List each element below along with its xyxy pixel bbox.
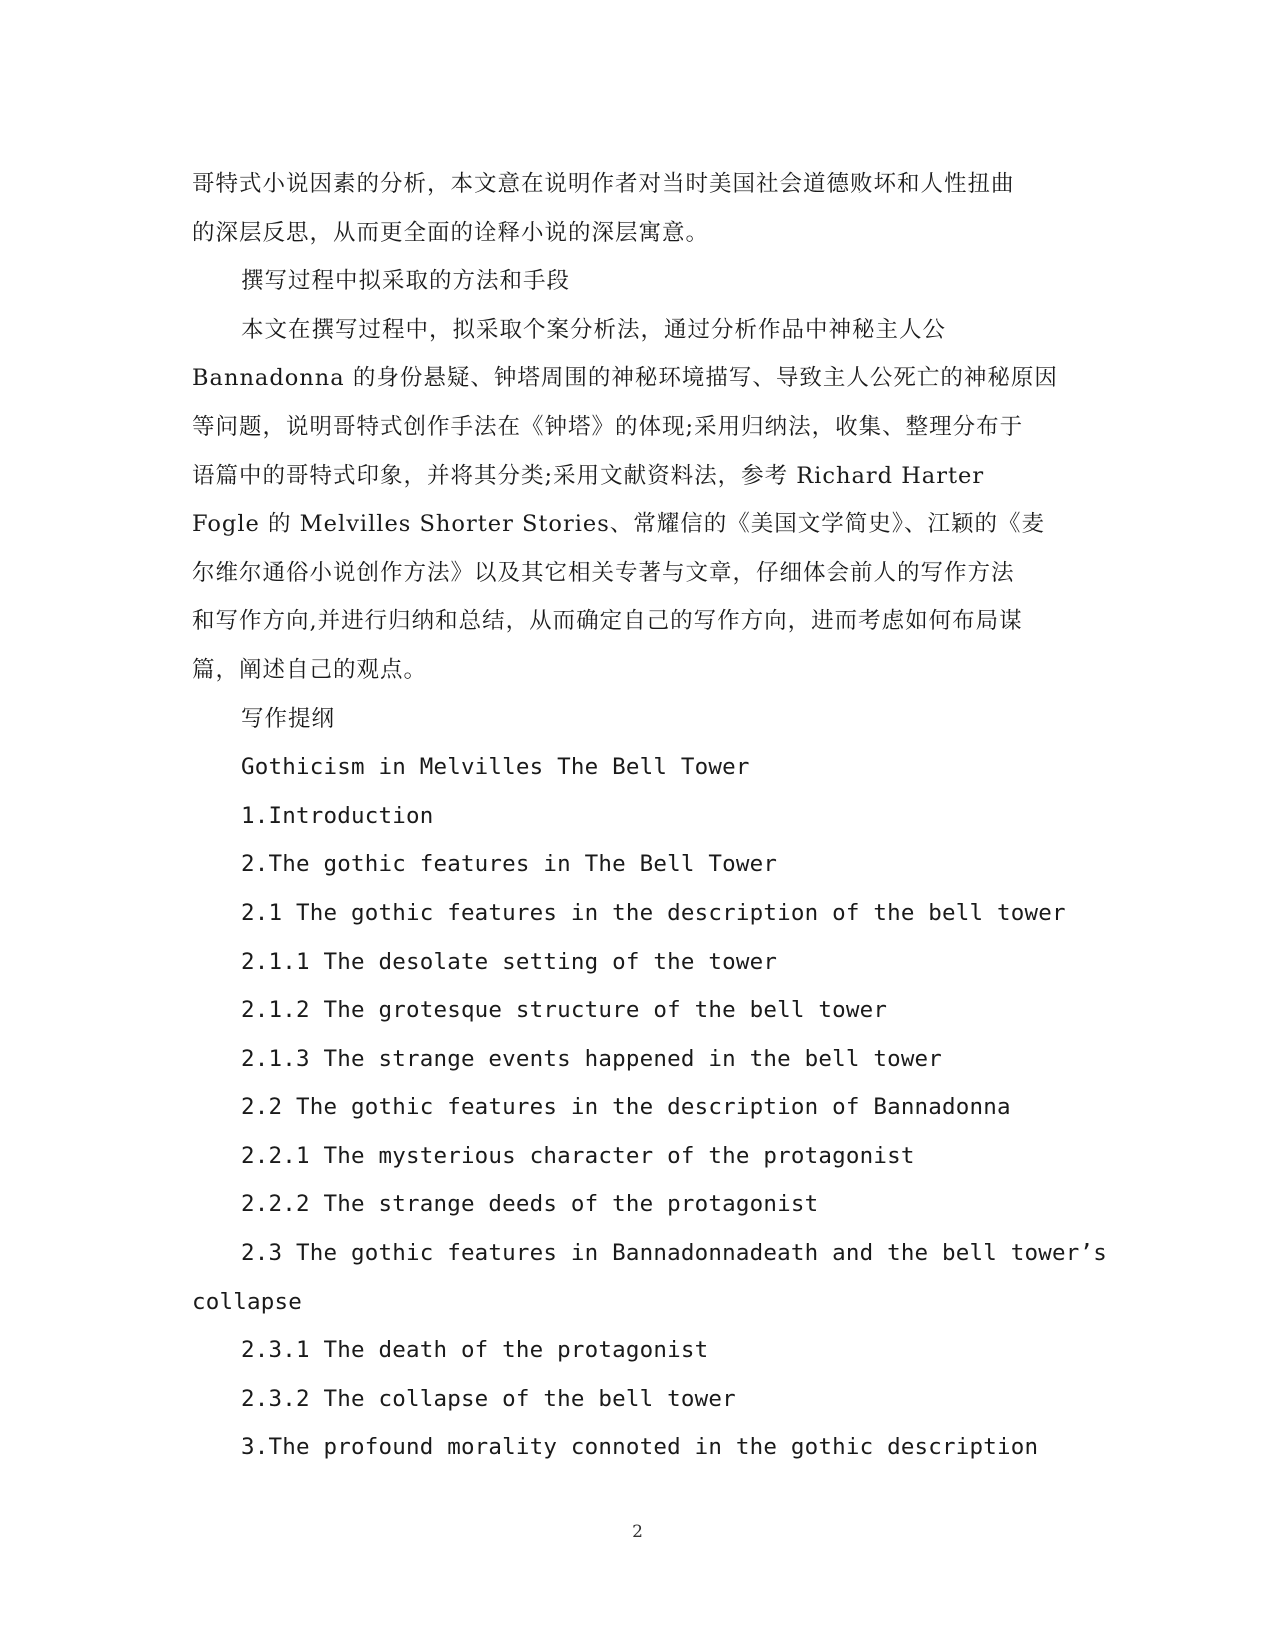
- paragraph-line: 篇，阐述自己的观点。: [192, 656, 428, 683]
- paragraph-line: 和写作方向,并进行归纳和总结，从而确定自己的写作方向，进而考虑如何布局谋: [192, 608, 1023, 635]
- outline-item: 2.2.2 The strange deeds of the protagonist: [241, 1191, 819, 1218]
- paragraph-line: Fogle 的 Melvilles Shorter Stories、常耀信的《美国文学简史》、江颖的《麦: [192, 511, 1046, 538]
- outline-item: 2.1.3 The strange events happened in the bell tower: [241, 1045, 943, 1072]
- outline-item: 2.2 The gothic features in the description of Bannadonna: [241, 1094, 1011, 1121]
- outline-item: 2.The gothic features in The Bell Tower: [241, 851, 778, 878]
- outline-item: 2.3 The gothic features in Bannadonnadeath and the bell tower’s: [241, 1240, 1108, 1267]
- outline-item: 2.1.1 The desolate setting of the tower: [241, 948, 778, 975]
- outline-item-continuation: collapse: [192, 1288, 302, 1315]
- outline-item: 2.3.2 The collapse of the bell tower: [241, 1385, 736, 1412]
- section-heading-methods: 撰写过程中拟采取的方法和手段: [241, 268, 571, 295]
- outline-item: 2.2.1 The mysterious character of the protagonist: [241, 1142, 915, 1169]
- outline-title: Gothicism in Melvilles The Bell Tower: [241, 754, 750, 781]
- body-text: [192, 160, 1108, 1472]
- outline-item: 2.3.1 The death of the protagonist: [241, 1337, 709, 1364]
- outline-item: 2.1 The gothic features in the description of the bell tower: [241, 899, 1066, 926]
- paragraph-line: 哥特式小说因素的分析，本文意在说明作者对当时美国社会道德败坏和人性扭曲: [192, 171, 1015, 197]
- paragraph-line: 尔维尔通俗小说创作方法》以及其它相关专著与文章，仔细体会前人的写作方法: [192, 559, 1015, 586]
- outline-item: 2.1.2 The grotesque structure of the bell tower: [241, 997, 888, 1024]
- outline-item: 3.The profound morality connoted in the gothic description: [241, 1434, 1039, 1461]
- paragraph-line: 语篇中的哥特式印象，并将其分类;采用文献资料法，参考 Richard Harter: [192, 462, 985, 489]
- section-heading-outline: 写作提纲: [241, 705, 336, 732]
- paragraph-line: 的深层反思，从而更全面的诠释小说的深层寓意。: [192, 219, 710, 246]
- page-number: 2: [632, 1522, 643, 1542]
- outline-item: 1.Introduction: [241, 802, 434, 829]
- paragraph-line: 本文在撰写过程中，拟采取个案分析法，通过分析作品中神秘主人公: [241, 316, 947, 343]
- paragraph-line: 等问题，说明哥特式创作手法在《钟塔》的体现;采用归纳法，收集、整理分布于: [192, 413, 1024, 440]
- paragraph-line: Bannadonna 的身份悬疑、钟塔周围的神秘环境描写、导致主人公死亡的神秘原因: [192, 365, 1058, 392]
